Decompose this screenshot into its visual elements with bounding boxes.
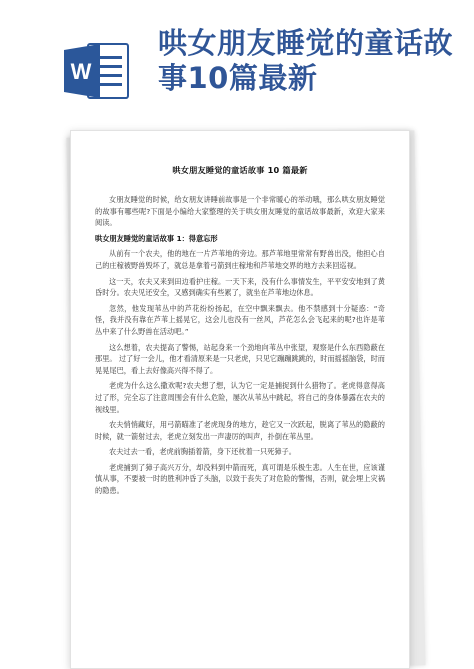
word-icon [64, 42, 130, 100]
word-icon-letter: W [70, 59, 92, 84]
paragraph: 这一天，农夫又来到田边看护庄稼。一天下来，没有什么事情发生，平平安安地到了黄昏时分。农夫见还安全，又感到确实有些累了，就坐在芦苇地边休息。 [95, 276, 385, 298]
document-body [95, 194, 385, 497]
page-fade [71, 646, 409, 668]
paragraph: 老虎捕到了獐子高兴万分，却没料到中箭而死，真可谓是乐极生悲。人生在世，应该谨慎从事，不要被一时的胜利冲昏了头脑，以致于丧失了对危险的警惕，否则，就会埋上灾祸的隐患。 [95, 462, 385, 496]
paragraph: 从前有一个农夫，他的地在一片芦苇地的旁边。那芦苇地里常常有野兽出没，他担心自己的庄稼被野兽毁坏了，就总是拿着弓箭到庄稼地和芦苇地交界的地方去来回巡视。 [95, 249, 385, 270]
paragraph: 农夫悄悄藏好，用弓箭瞄准了老虎现身的地方，趁它又一次跃起，脱离了苇丛的隐蔽的时候，就一箭射过去，老虎立刻发出一声凄厉的叫声，扑倒在苇丛里。 [95, 420, 385, 441]
paragraph: 女朋友睡觉的时候，给女朋友讲睡前故事是一个非常暖心的举动哦，那么哄女朋友睡觉的故事有哪些呢?下面是小编给大家整理的关于哄女朋友睡觉的童话故事最新，欢迎大家来阅读。 [95, 195, 385, 228]
document-title: 哄女朋友睡觉的童话故事 10 篇最新 [172, 165, 308, 175]
banner [0, 0, 474, 118]
paragraph: 老虎为什么这么撒欢呢?农夫想了想，认为它一定是捕捉到什么猎物了。老虎得意得高过了形，完全忘了注意周围会有什么危险，屡次从苇丛中跳起，将自己的身体暴露在农夫的视线里。 [95, 381, 385, 414]
section-heading: 哄女朋友睡觉的童话故事 1：得意忘形 [95, 233, 218, 243]
paragraph: 农夫过去一看，老虎前胸插着箭，身下还枕着一只死獐子。 [109, 447, 296, 457]
document-page [70, 130, 410, 669]
paragraph: 这么想着，农夫提高了警惕，站起身来一个劲地向苇丛中张望，观察是什么东西隐蔽在那里。 过了好一会儿，他才看清原来是一只老虎，只见它蹦蹦跳跳的，时而摇摇脑袋，时而晃晃尾巴，看上去好像高兴得不得了。 [95, 342, 385, 375]
paragraph: 忽然，他发现苇丛中的芦花纷纷扬起，在空中飘来飘去。他不禁感到十分疑惑：“奇怪，我并没有靠在芦苇上摇晃它，这会儿也没有一丝风，芦花怎么会飞起来的呢?也许是苇丛中来了什么野兽在活动吧。” [95, 303, 385, 336]
page-title: 哄女朋友睡觉的童话故事10篇最新 [158, 26, 454, 95]
